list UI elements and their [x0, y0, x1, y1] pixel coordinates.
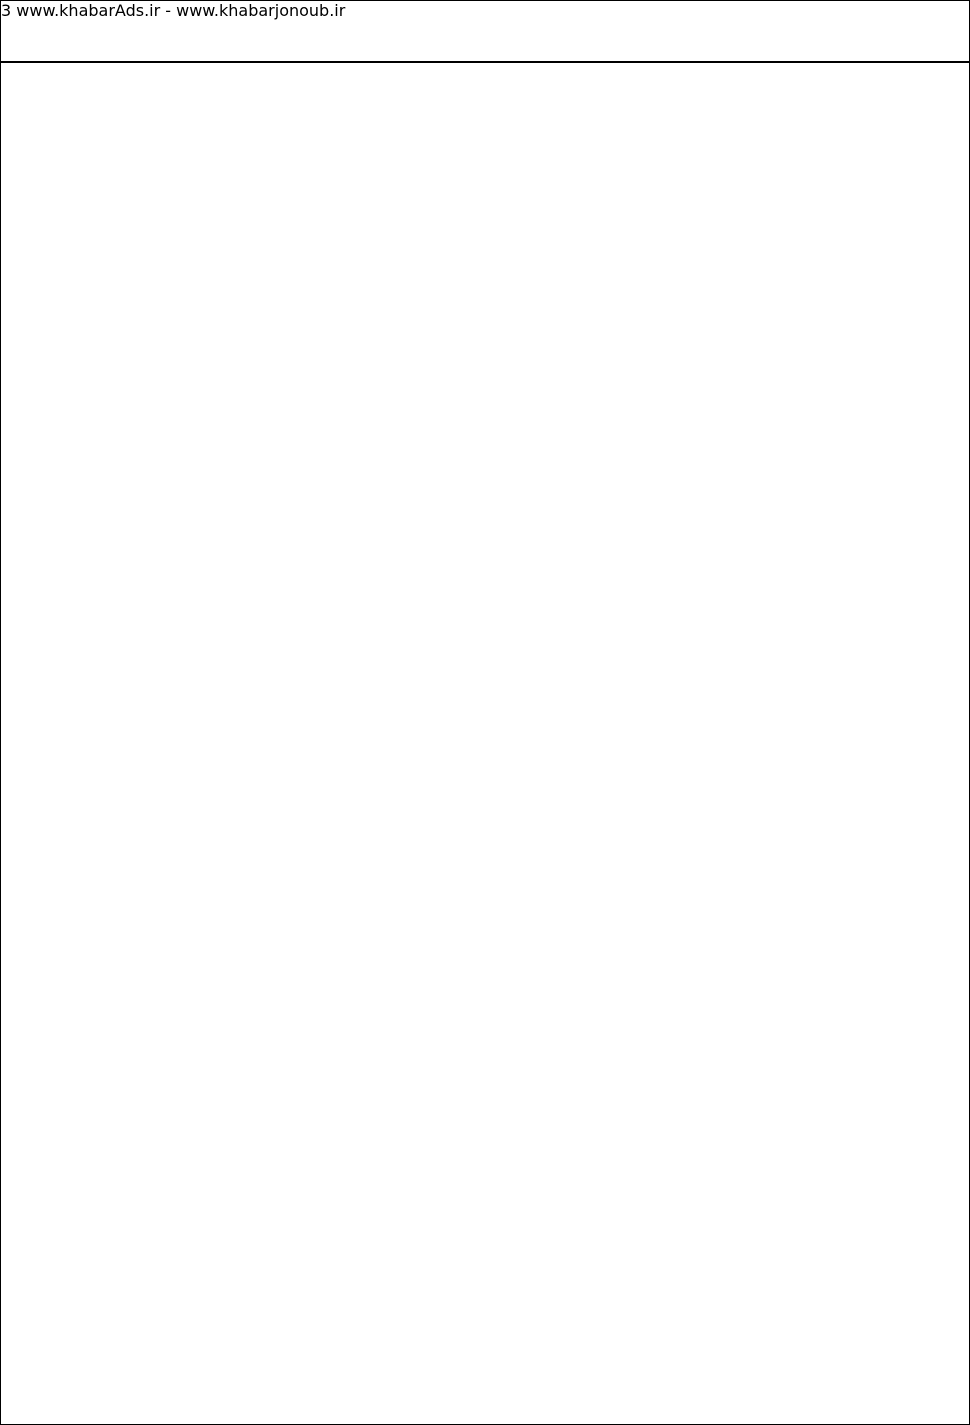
page-number: 3: [1, 1, 12, 20]
masthead: [1, 1, 969, 63]
websites: www.khabarAds.ir - www.khabarjonoub.ir: [16, 1, 346, 20]
